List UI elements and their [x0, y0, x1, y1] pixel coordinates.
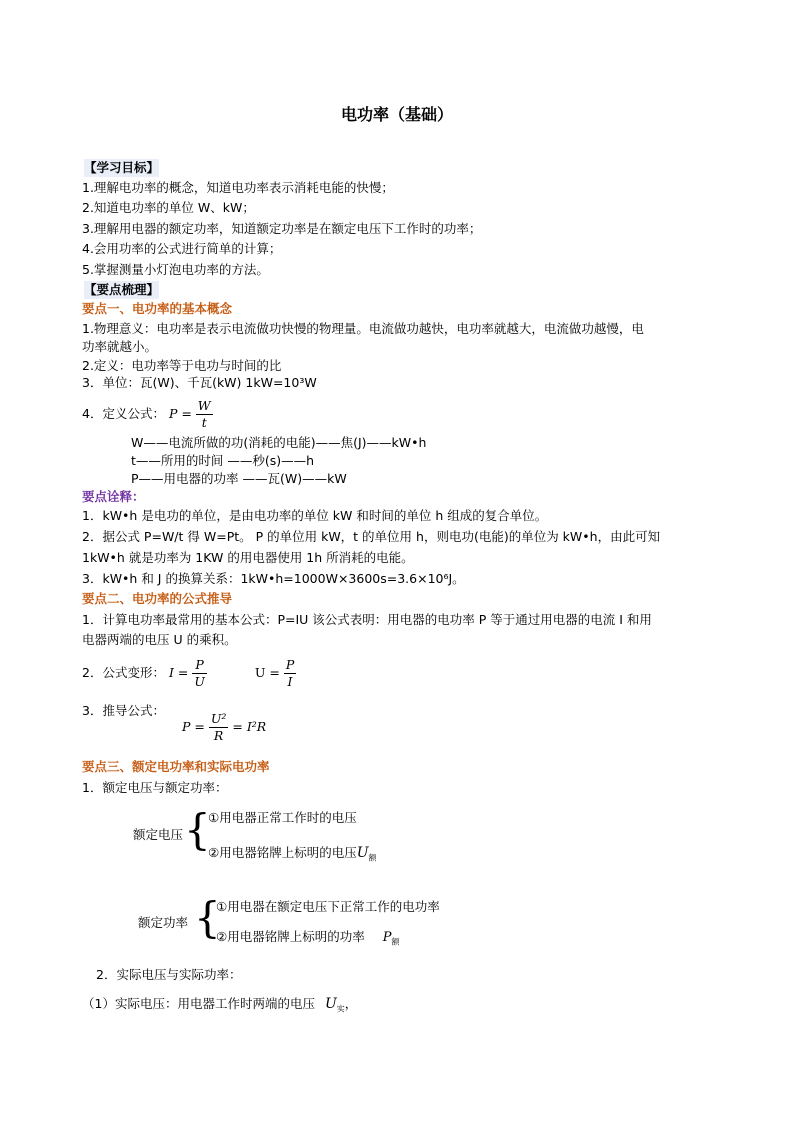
point2-formula-variants: [82, 655, 296, 691]
formula-i-denominator: U: [194, 674, 205, 689]
actual-voltage-symbol: U: [324, 996, 337, 1012]
formula-u-denominator: I: [287, 674, 293, 689]
derived-fraction: [209, 711, 229, 744]
point2-line1a: 1．计算电功率最常用的基本公式：P=IU 该公式表明：用电器的电功率 P 等于通过用电器的电流 I 和用: [82, 612, 652, 627]
rated-power-item2: [216, 928, 399, 952]
explain-line1: 1．kW•h 是电功的单位，是由电功率的单位 kW 和时间的单位 h 组成的复合单位。: [82, 508, 548, 523]
actual-voltage-tail: ，: [344, 996, 358, 1011]
rated-power-label: 额定功率: [138, 915, 189, 930]
formula-denominator: t: [201, 415, 207, 430]
goal-item: 2.知道电功率的单位 W、kW；: [82, 200, 255, 215]
rated-voltage-label: 额定电压: [133, 827, 184, 842]
point2-title: 要点二、电功率的公式推导: [82, 591, 233, 606]
formula-u-fraction: [284, 657, 296, 690]
explain-line2a: 2．据公式 P=W/t 得 W=Pt。 P 的单位用 kW，t 的单位用 h，则电功(电能)的单位为 kW•h，由此可知: [82, 529, 661, 544]
goal-item: 5.掌握测量小灯泡电功率的方法。: [82, 262, 269, 277]
rv-subscript: 额: [368, 853, 377, 863]
rated-power-item1: ①用电器在额定电压下正常工作的电功率: [216, 899, 440, 914]
formula-fraction: [196, 398, 213, 431]
point3-line1: 1．额定电压与额定功率：: [82, 780, 228, 795]
actual-voltage-text: （1）实际电压：用电器工作时两端的电压: [82, 996, 315, 1011]
point1-line1a: 1.物理意义：电功率是表示电流做功快慢的物理量。电流做功越快，电功率就越大，电流做功越慢，电: [82, 321, 644, 336]
goal-item: 1.理解电功率的概念，知道电功率表示消耗电能的快慢；: [82, 180, 394, 195]
formula-i-numerator: P: [192, 657, 207, 674]
derived-rhs: = I²R: [232, 719, 267, 734]
point1-title: 要点一、电功率的基本概念: [82, 301, 233, 316]
explain-line2b: 1kW•h 就是功率为 1KW 的用电器使用 1h 所消耗的电能。: [82, 550, 414, 565]
page-title: 电功率（基础）: [340, 105, 453, 124]
formula-label: 4．定义公式：: [82, 406, 165, 421]
rp-item2-text: ②用电器铭牌上标明的功率: [216, 929, 365, 944]
left-brace-icon: {: [194, 893, 221, 942]
explain-title: 要点诠释：: [82, 489, 145, 504]
formula-lhs: P =: [168, 406, 192, 421]
derived-lhs: P =: [182, 719, 205, 734]
formula-i-lhs: I =: [168, 665, 189, 680]
var-p: P——用电器的功率 ——瓦(W)——kW: [131, 471, 347, 486]
left-brace-icon: {: [184, 805, 211, 854]
point1-line3: 3．单位：瓦(W)、千瓦(kW) 1kW=10³W: [82, 375, 317, 390]
actual-voltage-subscript: 实: [336, 1004, 345, 1014]
rated-voltage-item1: ①用电器正常工作时的电压: [208, 810, 357, 825]
point3-line3: [82, 995, 357, 1019]
formula-numerator: W: [197, 398, 211, 413]
variant-label: 2．公式变形：: [82, 665, 165, 680]
point1-line2: 2.定义：电功率等于电功与时间的比: [82, 358, 282, 373]
point2-line1b: 电器两端的电压 U 的乘积。: [82, 632, 237, 647]
formula-u-lhs: U =: [254, 665, 280, 680]
rp-subscript: 额: [391, 937, 400, 947]
rv-item2-text: ②用电器铭牌上标明的电压: [208, 845, 357, 860]
var-w: W——电流所做的功(消耗的电能)——焦(J)——kW•h: [131, 435, 427, 450]
derived-denominator: R: [213, 728, 224, 743]
point1-formula-line: [82, 396, 213, 432]
goal-item: 3.理解用电器的额定功率，知道额定功率是在额定电压下工作时的功率；: [82, 221, 482, 236]
explain-line3: 3．kW•h 和 J 的换算关系：1kW•h=1000W×3600s=3.6×10⁶J。: [82, 571, 465, 586]
var-t: t——所用的时间 ——秒(s)——h: [131, 453, 315, 468]
formula-i-fraction: [192, 657, 207, 690]
rated-voltage-item2: [208, 844, 377, 868]
goal-item: 4.会用功率的公式进行简单的计算；: [82, 241, 282, 256]
point1-line1b: 功率就越小。: [82, 339, 158, 354]
rp-symbol: P: [382, 930, 392, 945]
derived-formula: [182, 709, 266, 745]
point3-line2: 2．实际电压与实际功率：: [96, 967, 242, 982]
rv-symbol: U: [356, 845, 369, 861]
point3-title: 要点三、额定电功率和实际电功率: [82, 759, 270, 774]
formula-u-numerator: P: [285, 657, 295, 672]
summary-header: 【要点梳理】: [84, 282, 160, 297]
goals-header: 【学习目标】: [84, 160, 160, 175]
derived-numerator: U²: [210, 711, 227, 726]
derived-label: 3．推导公式：: [82, 703, 165, 718]
